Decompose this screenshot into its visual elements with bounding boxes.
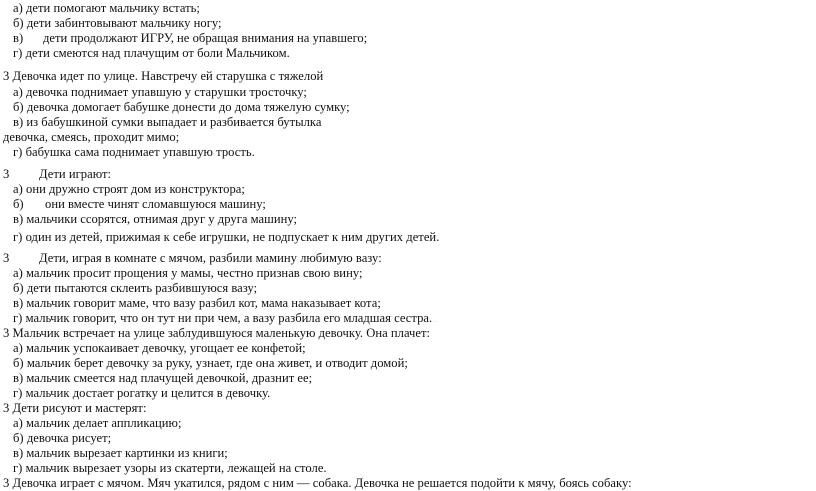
option-marker: в) [13,446,24,460]
text-line [13,182,245,197]
text-line [13,281,257,296]
option-marker: б) [13,281,24,295]
option-marker: в) [13,31,24,45]
question-text: Девочка идет по улице. Навстречу ей старушка с тяжелой [12,69,324,83]
option-text: мальчик делает аппликацию; [26,416,182,430]
question-text: Дети играют: [39,167,112,181]
option-text: бабушка сама поднимает упавшую трость. [25,145,255,159]
text-line [13,266,363,281]
option-marker: в) [13,296,24,310]
text-line [13,31,367,46]
option-text: один из детей, прижимая к себе игрушки, не подпускает к ним других детей. [25,230,440,244]
option-marker: г) [13,386,23,400]
question-text: Дети рисуют и мастерят: [12,401,147,415]
question-number: 3 [3,251,10,265]
text-line [13,296,381,311]
question-text: Девочка играет с мячом. Мяч укатился, рядом с ним — собака. Девочка не решается подойти к мячу, боясь собаку: [12,476,632,490]
option-text: мальчик просит прощения у мамы, честно признав свою вину; [26,266,363,280]
option-marker: г) [13,145,23,159]
option-text: мальчик говорит, что он тут ни при чем, а вазу разбила его младшая сестра. [25,311,433,325]
text-line [13,212,297,227]
option-text: мальчик смеется над плачущей девочкой, дразнит ее; [26,371,313,385]
text-line [13,386,270,401]
question-line [3,167,111,182]
question-line [3,326,430,341]
option-text: мальчик вырезает узоры из скатерти, лежащей на столе. [25,461,327,475]
option-text: дети забинтовывают мальчику ногу; [26,16,222,30]
question-text: Дети, играя в комнате с мячом, разбили мамину любимую вазу: [39,251,382,265]
text-line [13,431,111,446]
option-marker: г) [13,230,23,244]
option-text: мальчик вырезает картинки из книги; [26,446,228,460]
option-text: девочка, смеясь, проходит мимо; [3,130,180,144]
text-line [13,461,327,476]
text-line [13,446,228,461]
option-text: мальчик достает рогатку и целится в девочку. [25,386,271,400]
option-marker: а) [13,416,23,430]
text-line [13,85,307,100]
text-line [13,16,222,31]
option-marker: а) [13,1,23,15]
question-line [3,69,323,84]
option-text: дети помогают мальчику встать; [26,1,200,15]
text-line [13,46,290,61]
option-text: девочка домогает бабушке донести до дома тяжелую сумку; [26,100,350,114]
option-text: дети смеются над плачущим от боли Мальчиком. [25,46,290,60]
question-line [3,476,632,491]
text-line [13,145,255,160]
option-marker: г) [13,311,23,325]
option-text: мальчик говорит маме, что вазу разбил кот, мама наказывает кота; [26,296,381,310]
question-text: Мальчик встречает на улице заблудившуюся маленькую девочку. Она плачет: [12,326,431,340]
text-line [13,197,266,212]
option-marker: г) [13,461,23,475]
text-line [13,416,181,431]
option-text: они вместе чинят сломавшуюся машину; [45,197,266,211]
question-line [3,251,382,266]
faint-mark: .. [433,316,437,324]
text-line [13,371,312,386]
text-line [13,1,200,16]
option-marker: б) [13,100,24,114]
option-marker: в) [13,371,24,385]
option-marker: в) [13,212,24,226]
option-text: девочка рисует; [26,431,112,445]
option-text: мальчик успокаивает девочку, угощает ее конфетой; [26,341,306,355]
text-line [13,100,350,115]
option-text: мальчик берет девочку за руку, узнает, где она живет, и отводит домой; [26,356,408,370]
faint-mark [409,361,413,369]
option-text: мальчики ссорятся, отнимая друг у друга машину; [26,212,298,226]
text-line [13,230,439,245]
option-marker: а) [13,341,23,355]
question-number: 3 [3,69,10,83]
text-line [13,341,306,356]
option-text: дети продолжают ИГРУ, не обращая внимания на упавшего; [43,31,368,45]
question-line [3,401,146,416]
option-text: дети пытаются склеить разбившуюся вазу; [26,281,258,295]
text-line-continuation [3,130,179,145]
question-number: 3 [3,167,10,181]
option-marker: в) [13,115,24,129]
option-marker: б) [13,16,24,30]
option-marker: а) [13,266,23,280]
option-marker: а) [13,182,23,196]
option-text: из бабушкиной сумки выпадает и разбивается бутылка [26,115,322,129]
option-marker: б) [13,356,24,370]
option-text: они дружно строят дом из конструктора; [26,182,245,196]
option-marker: г) [13,46,23,60]
question-number: 3 [3,401,10,415]
question-number: 3 [3,476,10,490]
text-line [13,115,321,130]
option-marker: б) [13,431,24,445]
option-marker: б) [13,197,24,211]
option-marker: а) [13,85,23,99]
question-number: 3 [3,326,10,340]
option-text: девочка поднимает упавшую у старушки тросточку; [26,85,307,99]
